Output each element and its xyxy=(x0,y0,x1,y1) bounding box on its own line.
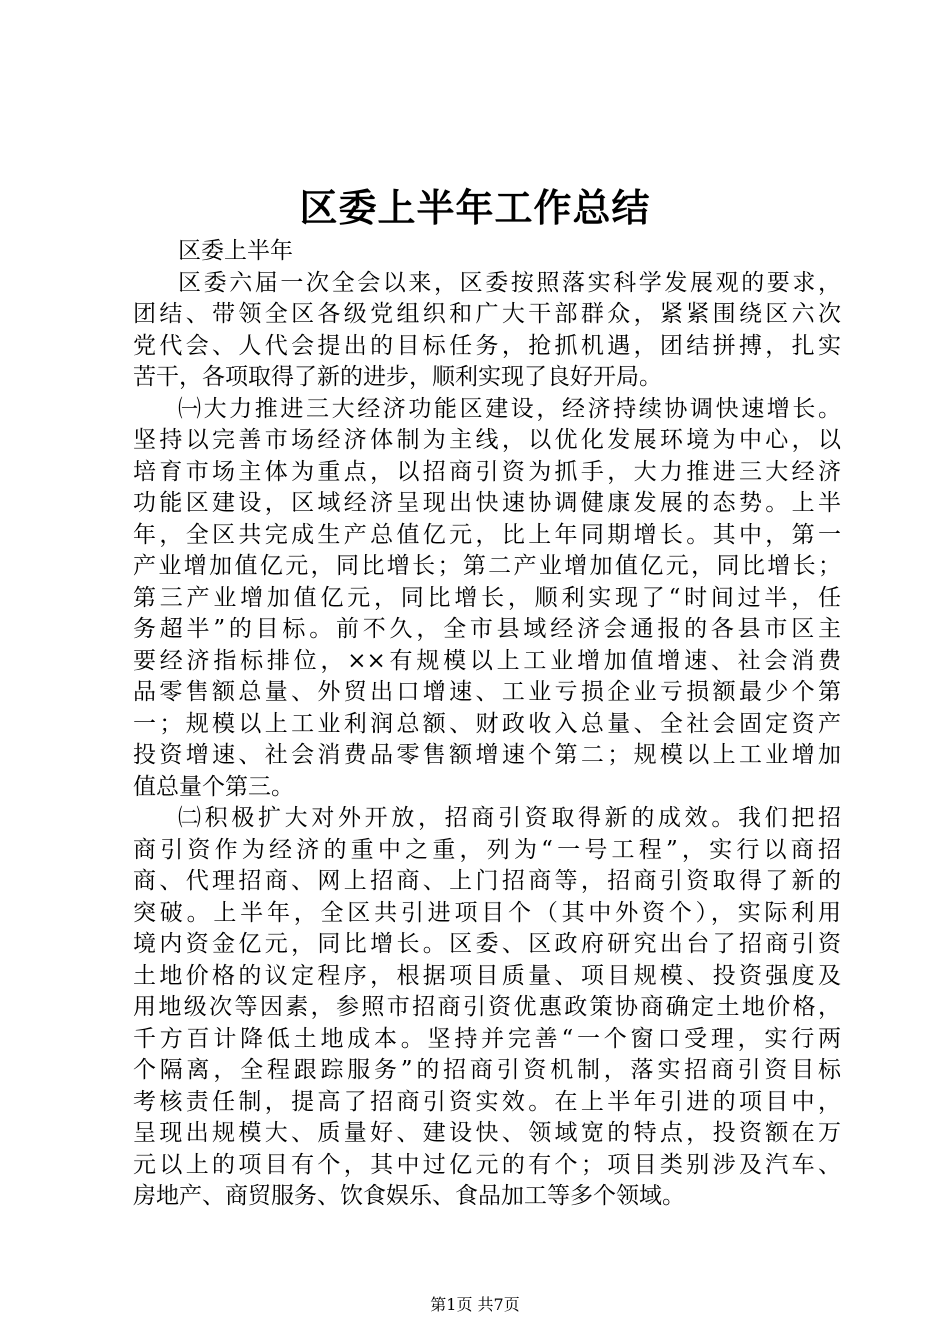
text-line: 要经济指标排位，××有规模以上工业增加值增速、社会消费 xyxy=(133,647,841,674)
document-body xyxy=(133,236,841,1213)
text-line: 千方百计降低土地成本。坚持并完善“一个窗口受理，实行两 xyxy=(133,1025,841,1052)
text-line: 考核责任制，提高了招商引资实效。在上半年引进的项目中， xyxy=(133,1088,841,1115)
document-title: 区委上半年工作总结 xyxy=(299,185,651,230)
text-line: 境内资金亿元，同比增长。区委、区政府研究出台了招商引资 xyxy=(133,931,841,957)
text-line: 土地价格的议定程序，根据项目质量、项目规模、投资强度及 xyxy=(133,962,841,989)
text-line: 元以上的项目有个，其中过亿元的有个；项目类别涉及汽车、 xyxy=(133,1151,841,1178)
text-line: 突破。上半年，全区共引进项目个（其中外资个），实际利用 xyxy=(133,899,841,926)
text-line: 年，全区共完成生产总值亿元，比上年同期增长。其中，第一 xyxy=(133,521,841,548)
text-line: 个隔离，全程跟踪服务”的招商引资机制，落实招商引资目标 xyxy=(133,1057,841,1083)
text-line: 区委上半年 xyxy=(178,238,293,264)
text-line: 商引资作为经济的重中之重，列为“一号工程”，实行以商招 xyxy=(133,836,841,863)
text-line: 苦干，各项取得了新的进步，顺利实现了良好开局。 xyxy=(133,364,662,390)
text-line: 品零售额总量、外贸出口增速、工业亏损企业亏损额最少个第 xyxy=(133,679,841,705)
page-number: 第1页 共7页 xyxy=(430,1295,520,1314)
text-line: 坚持以完善市场经济体制为主线，以优化发展环境为中心，以 xyxy=(133,427,841,453)
text-line: 呈现出规模大、质量好、建设快、领域宽的特点，投资额在万 xyxy=(133,1120,841,1146)
text-line: 第三产业增加值亿元，同比增长，顺利实现了“时间过半，任 xyxy=(133,584,841,611)
text-line: ㈠大力推进三大经济功能区建设，经济持续协调快速增长。 xyxy=(178,395,841,422)
text-line: 培育市场主体为重点，以招商引资为抓手，大力推进三大经济 xyxy=(133,458,841,485)
text-line: 房地产、商贸服务、饮食娱乐、食品加工等多个领域。 xyxy=(133,1183,685,1209)
text-line: 值总量个第三。 xyxy=(133,773,294,800)
text-line: 团结、带领全区各级党组织和广大干部群众，紧紧围绕区六次 xyxy=(133,301,841,327)
text-line: 功能区建设，区域经济呈现出快速协调健康发展的态势。上半 xyxy=(133,490,841,516)
text-line: 区委六届一次全会以来，区委按照落实科学发展观的要求， xyxy=(178,269,841,296)
text-line: 一；规模以上工业利润总额、财政收入总量、全社会固定资产 xyxy=(133,710,841,737)
text-line: 党代会、人代会提出的目标任务，抢抓机遇，团结拼搏，扎实 xyxy=(133,332,841,359)
text-line: 务超半”的目标。前不久，全市县域经济会通报的各县市区主 xyxy=(133,616,841,642)
text-line: 投资增速、社会消费品零售额增速个第二；规模以上工业增加 xyxy=(133,742,841,768)
text-line: 产业增加值亿元，同比增长；第二产业增加值亿元，同比增长； xyxy=(133,553,841,579)
text-line: 商、代理招商、网上招商、上门招商等，招商引资取得了新的 xyxy=(133,868,841,894)
text-line: ㈡积极扩大对外开放，招商引资取得新的成效。我们把招 xyxy=(178,805,841,831)
text-line: 用地级次等因素，参照市招商引资优惠政策协商确定土地价格， xyxy=(133,994,841,1020)
